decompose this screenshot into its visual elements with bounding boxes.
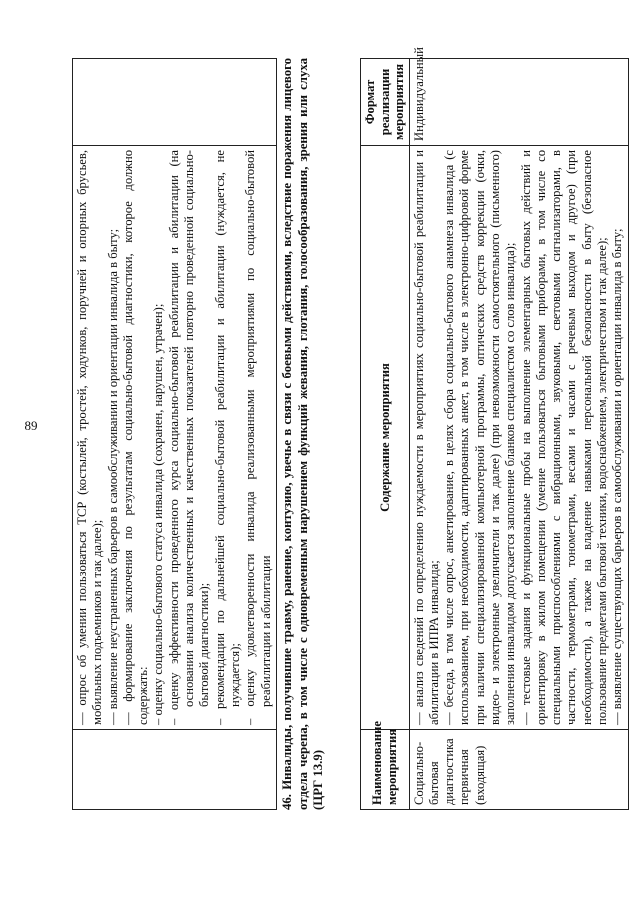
list-item: — опрос об умении пользоваться ТСР (костылей, тростей, ходунков, поручней и опорных брусьев, мобильных подъемников и так далее); <box>75 150 105 725</box>
page-number: 89 <box>24 418 38 433</box>
table-cell-name <box>73 730 277 810</box>
header-format: Формат реализации мероприятия <box>361 59 410 146</box>
event-format-cell: Индивидуальный <box>409 59 628 146</box>
table-row <box>409 59 628 810</box>
continued-table <box>72 58 277 810</box>
event-content-cell <box>409 146 628 730</box>
main-table <box>360 47 629 810</box>
list-item: — анализ сведений по определению нуждаемости в мероприятиях социально-бытовой реабилитации и абилитации в ИПРА инвалида; <box>411 150 441 725</box>
list-item: — тестовые задания и функциональные пробы на выполнение элементарных бытовых действий и ориентировку в жилом помещении (умение пользоваться бытовыми приборами, в том числе со специальными приспособлениями с вибрационными, звуковыми, световыми сигнализаторами, в частности, термометрами, тонометрами, весами и часами с речевым выходом и другое) (при необходимости), а также на владение навыками персональной безопасности в быту (безопасное пользование предметами бытовой техники, водоснабжением, электричеством и так далее); <box>518 150 610 725</box>
list-item: – рекомендации по дальнейшей социально-бытовой реабилитации и абилитации (нуждается, не нуждается); <box>212 150 242 725</box>
section-heading: 46. Инвалиды, получившие травму, ранение, контузию, увечье в связи с боевыми действиями, вследствие поражения лицевого отдела черепа, в том числе с одновременным нарушением функций жевания, глотания, голосообразования, зрения или слуха (ЦРГ 13.9) <box>280 58 325 810</box>
table-header-row <box>361 59 410 810</box>
table-cell-format <box>73 59 277 146</box>
table-cell-content <box>73 146 277 730</box>
event-name-cell: Социально-бытовая диагностика первичная (входящая) <box>409 730 628 810</box>
list-item: – оценку удовлетворенности инвалида реализованными мероприятиями по социально-бытовой реабилитации и абилитации <box>243 150 273 725</box>
list-item: — выявление существующих барьеров в самообслуживании и ориентации инвалида в быту; <box>610 228 625 725</box>
list-item: — беседа, в том числе опрос, анкетирование, в целях сбора социально-бытового анамнеза инвалида (с использованием, при необходимости, адаптированных анкет, в том числе в электронно-цифровой форме при наличии специализированной компьютерной программы, оптических средств коррекции (очки, видео- и электронные увеличители и так далее) (при невозможности самостоятельного (письменного) заполнения инвалидом допускается заполнение бланков специалистом со слов инвалида); <box>442 150 518 725</box>
table-row <box>73 59 277 810</box>
list-item: — формирование заключения по результатам социально-бытовой диагностики, которое должно содержать: <box>120 150 151 725</box>
header-content: Содержание мероприятия <box>361 146 410 730</box>
list-item: – оценку эффективности проведенного курса социально-бытовой реабилитации и абилитации (на основании анализа количественных и качественных показателей повторно проведенной социально-бытовой диагностики); <box>166 150 212 725</box>
list-item: — выявление неустраненных барьеров в самообслуживании и ориентации инвалида в быту; <box>105 228 120 725</box>
header-name: Наименование мероприятия <box>361 730 410 810</box>
list-item: – оценку социально-бытового статуса инвалида (сохранен, нарушен, утрачен); <box>151 303 166 725</box>
